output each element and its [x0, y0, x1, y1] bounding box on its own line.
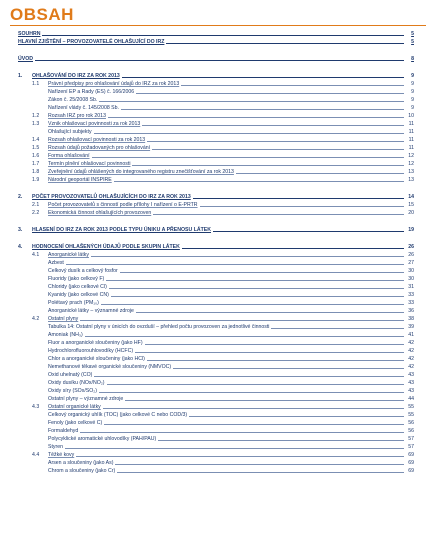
toc-entry[interactable] — [18, 347, 414, 355]
dot-leader — [136, 93, 404, 94]
dot-leader — [145, 344, 404, 345]
toc-entry-title: Fluor a anorganické sloučeniny (jako HF) — [48, 340, 143, 346]
toc-entry-title: HLASENÍ DO IRZ ZA ROK 2013 PODLE TYPU ÚNIKU A PŘENOSU LÁTEK — [32, 227, 211, 233]
toc-entry-page-number: 33 — [408, 300, 414, 306]
dot-leader — [111, 296, 404, 297]
dot-leader — [181, 85, 404, 86]
toc-entry-page-number: 41 — [408, 332, 414, 338]
toc-entry-title: Arsen a sloučeniny (jako As) — [48, 460, 114, 466]
toc-entry[interactable] — [18, 291, 414, 299]
toc-entry[interactable] — [18, 395, 414, 403]
toc-entry[interactable] — [18, 435, 414, 443]
toc-entry-number: 2. — [18, 194, 23, 200]
toc-entry-title: Chloridy (jako celkové Cl) — [48, 284, 107, 290]
toc-entry[interactable] — [18, 387, 414, 395]
toc-entry-title: Ostatní plyny — [48, 316, 79, 322]
toc-entry[interactable] — [18, 411, 414, 419]
toc-entry[interactable] — [18, 371, 414, 379]
dot-leader — [120, 272, 404, 273]
toc-entry-page-number: 42 — [408, 340, 414, 346]
toc-spacer — [18, 46, 414, 55]
dot-leader — [94, 376, 404, 377]
dot-leader — [107, 384, 405, 385]
toc-entry-title: Fluoridy (jako celkový F) — [48, 276, 105, 282]
toc-entry[interactable] — [18, 152, 414, 160]
toc-entry-page-number: 33 — [408, 292, 414, 298]
toc-entry-title: Kyanidy (jako celkové CN) — [48, 292, 109, 298]
dot-leader — [92, 157, 404, 158]
toc-entry-number: 4.3 — [32, 404, 40, 410]
toc-spacer — [18, 217, 414, 226]
toc-entry-page-number: 57 — [408, 436, 414, 442]
toc-entry-page-number: 56 — [408, 428, 414, 434]
toc-entry-title: Styren — [48, 444, 63, 450]
dot-leader — [121, 109, 404, 110]
toc-entry-title: Oxid uhelnatý (CO) — [48, 372, 93, 378]
toc-entry-title: Národní geoportál INSPIRE — [48, 177, 112, 183]
toc-entry-number: 2.2 — [32, 210, 40, 216]
dot-leader — [66, 264, 404, 265]
dot-leader — [213, 231, 404, 232]
toc-entry-page-number: 9 — [411, 73, 414, 79]
toc-entry-page-number: 12 — [408, 153, 414, 159]
toc-entry-title: Anorganické látky — [48, 252, 89, 258]
toc-entry-page-number: 69 — [408, 468, 414, 474]
toc-entry-title: Počet provozovatelů s činností podle přílohy I nařízení o E-PRTR — [48, 202, 198, 208]
dot-leader — [101, 304, 404, 305]
toc-entry-title: Těžké kovy — [48, 452, 75, 458]
toc-entry-title: SOUHRN — [18, 31, 41, 37]
dot-leader — [147, 360, 404, 361]
toc-entry-title: Tabulka 14: Ostatní plyny v únicích do ovzduší – přehled počtu provozoven za jednotlivé činnosti — [48, 324, 270, 330]
toc-entry-number: 1.8 — [32, 169, 40, 175]
toc-entry-page-number: 26 — [408, 244, 414, 250]
toc-entry-page-number: 5 — [411, 31, 414, 37]
dot-leader — [109, 288, 404, 289]
toc-entry[interactable] — [18, 443, 414, 451]
dot-leader — [104, 424, 404, 425]
dot-leader — [108, 117, 404, 118]
toc-entry-title: Hydrochlorofluorouhlovodíky (HCFC) — [48, 348, 134, 354]
toc-spacer — [18, 234, 414, 243]
dot-leader — [136, 312, 404, 313]
toc-entry-title: Rozsah IRZ pro rok 2013 — [48, 113, 106, 119]
toc-entry[interactable] — [18, 259, 414, 267]
dot-leader — [122, 77, 404, 78]
toc-entry[interactable] — [18, 193, 414, 201]
toc-entry-page-number: 30 — [408, 276, 414, 282]
toc-entry-title: Rozsah ohlašovací povinnosti za rok 2013 — [48, 137, 146, 143]
toc-entry-page-number: 20 — [408, 210, 414, 216]
toc-entry[interactable] — [18, 315, 414, 323]
toc-entry[interactable] — [18, 267, 414, 275]
toc-entry-page-number: 13 — [408, 177, 414, 183]
toc-entry[interactable] — [18, 363, 414, 371]
page-title: OBSAH — [10, 5, 74, 24]
dot-leader — [76, 456, 404, 457]
toc-entry-title: ÚVOD — [18, 56, 33, 62]
toc-entry-title: Chrom a sloučeniny (jako Cr) — [48, 468, 116, 474]
toc-entry-number: 1.2 — [32, 113, 40, 119]
toc-entry[interactable] — [18, 467, 414, 475]
toc-entry-number: 1.6 — [32, 153, 40, 159]
toc-entry-title: Nařízení vlády č. 145/2008 Sb. — [48, 105, 119, 111]
toc-entry-page-number: 69 — [408, 452, 414, 458]
toc-entry[interactable] — [18, 419, 414, 427]
dot-leader — [35, 60, 404, 61]
toc-entry[interactable] — [18, 251, 414, 259]
toc-entry-title: Právní předpisy pro ohlašování údajů do IRZ za rok 2013 — [48, 81, 180, 87]
toc-entry-title: Termín plnění ohlašovací povinnosti — [48, 161, 131, 167]
dot-leader — [193, 198, 404, 199]
dot-leader — [106, 280, 404, 281]
table-of-contents — [18, 30, 414, 475]
toc-entry[interactable] — [18, 72, 414, 80]
toc-entry-page-number: 56 — [408, 420, 414, 426]
toc-entry[interactable] — [18, 307, 414, 315]
toc-entry-number: 4. — [18, 244, 23, 250]
toc-entry-page-number: 11 — [408, 145, 414, 151]
toc-entry-page-number: 9 — [411, 89, 414, 95]
toc-entry-number: 1.9 — [32, 177, 40, 183]
toc-entry-number: 1.4 — [32, 137, 40, 143]
toc-entry-page-number: 15 — [408, 202, 414, 208]
dot-leader — [189, 416, 404, 417]
toc-entry[interactable] — [18, 201, 414, 209]
dot-leader — [125, 400, 404, 401]
toc-entry-title: Forma ohlašování — [48, 153, 90, 159]
dot-leader — [153, 214, 404, 215]
toc-entry-page-number: 55 — [408, 404, 414, 410]
dot-leader — [182, 248, 404, 249]
toc-entry-number: 2.1 — [32, 202, 40, 208]
dot-leader — [142, 125, 404, 126]
toc-entry[interactable] — [18, 226, 414, 234]
toc-entry-title: Celkový organický uhlík (TOC) (jako celkové C nebo COD/3) — [48, 412, 188, 418]
toc-entry-title: Rozsah údajů požadovaných pro ohlašování — [48, 145, 151, 151]
toc-entry[interactable] — [18, 331, 414, 339]
toc-entry[interactable] — [18, 80, 414, 88]
toc-entry[interactable] — [18, 120, 414, 128]
toc-entry-page-number: 39 — [408, 324, 414, 330]
toc-entry-page-number: 42 — [408, 356, 414, 362]
toc-entry[interactable] — [18, 136, 414, 144]
dot-leader — [80, 320, 404, 321]
dot-leader — [147, 141, 404, 142]
dot-leader — [114, 181, 404, 182]
toc-entry[interactable] — [18, 104, 414, 112]
dot-leader — [200, 206, 404, 207]
toc-entry[interactable] — [18, 403, 414, 411]
dot-leader — [132, 165, 404, 166]
toc-entry-page-number: 27 — [408, 260, 414, 266]
toc-spacer — [18, 184, 414, 193]
toc-entry-page-number: 55 — [408, 412, 414, 418]
toc-entry-page-number: 42 — [408, 348, 414, 354]
toc-entry-number: 1.1 — [32, 81, 40, 87]
toc-entry-title: POČET PROVOZOVATELŮ OHLAŠUJÍCÍCH DO IRZ ZA ROK 2013 — [32, 194, 191, 200]
toc-entry[interactable] — [18, 209, 414, 217]
toc-entry-title: OHLAŠOVÁNÍ DO IRZ ZA ROK 2013 — [32, 73, 120, 79]
toc-entry[interactable] — [18, 38, 414, 46]
toc-entry-title: HLAVNÍ ZJIŠTĚNÍ – PROVOZOVATELÉ OHLAŠUJÍCÍ DO IRZ — [18, 39, 165, 45]
toc-entry-title: Fenoly (jako celkové C) — [48, 420, 103, 426]
dot-leader — [271, 328, 404, 329]
dot-leader — [65, 448, 404, 449]
toc-entry[interactable] — [18, 379, 414, 387]
toc-entry[interactable] — [18, 168, 414, 176]
toc-entry[interactable] — [18, 355, 414, 363]
toc-entry-number: 1.3 — [32, 121, 40, 127]
toc-entry[interactable] — [18, 112, 414, 120]
toc-entry[interactable] — [18, 88, 414, 96]
toc-entry[interactable] — [18, 128, 414, 136]
dot-leader — [85, 336, 404, 337]
toc-entry-page-number: 14 — [408, 194, 414, 200]
toc-entry-page-number: 9 — [411, 105, 414, 111]
toc-spacer — [18, 63, 414, 72]
toc-entry-number: 4.1 — [32, 252, 40, 258]
toc-entry-title: HODNOCENÍ OHLAŠENÝCH ÚDAJŮ PODLE SKUPIN LÁTEK — [32, 244, 180, 250]
toc-entry-title: Nařízení EP a Rady (ES) č. 166/2006 — [48, 89, 135, 95]
toc-entry-title: Polycyklické aromatické uhlovodíky (PAH/PAU) — [48, 436, 157, 442]
toc-entry[interactable] — [18, 55, 414, 63]
toc-entry-title: Vznik ohlašovací povinnosti za rok 2013 — [48, 121, 141, 127]
toc-entry-title: Ostatní plyny – významné zdroje — [48, 396, 124, 402]
toc-entry-page-number: 9 — [411, 97, 414, 103]
dot-leader — [135, 352, 404, 353]
dot-leader — [166, 43, 404, 44]
dot-leader — [152, 149, 404, 150]
toc-entry-title: Anorganické látky – významné zdroje — [48, 308, 134, 314]
toc-entry[interactable] — [18, 427, 414, 435]
toc-entry-number: 4.2 — [32, 316, 40, 322]
toc-entry[interactable] — [18, 275, 414, 283]
toc-entry-number: 1.5 — [32, 145, 40, 151]
dot-leader — [99, 392, 404, 393]
toc-entry-title: Oxidy síry (SOx/SO₂) — [48, 388, 97, 394]
toc-entry[interactable] — [18, 323, 414, 331]
toc-entry-title: Zveřejnění údajů ohlášených do integrovaného registru znečišťování za rok 2013 — [48, 169, 234, 175]
dot-leader — [236, 173, 404, 174]
toc-entry-title: Amoniak (NH₃) — [48, 332, 83, 338]
toc-entry-title: Ohlašující subjekty — [48, 129, 92, 135]
toc-entry-title: Chlor a anorganické sloučeniny (jako HCl) — [48, 356, 145, 362]
toc-entry-page-number: 11 — [408, 121, 414, 127]
toc-entry-page-number: 19 — [408, 227, 414, 233]
toc-entry-page-number: 26 — [408, 252, 414, 258]
toc-entry[interactable] — [18, 176, 414, 184]
toc-entry-page-number: 30 — [408, 268, 414, 274]
dot-leader — [80, 432, 404, 433]
toc-entry-title: Celkový dusík a celkový fosfor — [48, 268, 118, 274]
toc-entry-title: Azbest — [48, 260, 64, 266]
dot-leader — [173, 368, 404, 369]
toc-entry[interactable] — [18, 451, 414, 459]
dot-leader — [42, 35, 404, 36]
toc-entry-page-number: 42 — [408, 364, 414, 370]
dot-leader — [115, 464, 404, 465]
toc-entry-page-number: 5 — [411, 39, 414, 45]
toc-entry-page-number: 13 — [408, 169, 414, 175]
toc-entry[interactable] — [18, 283, 414, 291]
toc-entry-page-number: 57 — [408, 444, 414, 450]
dot-leader — [158, 440, 404, 441]
toc-entry[interactable] — [18, 243, 414, 251]
toc-entry-title: Ostatní organické látky — [48, 404, 101, 410]
toc-entry-page-number: 10 — [408, 113, 414, 119]
dot-leader — [91, 256, 404, 257]
toc-entry[interactable] — [18, 459, 414, 467]
toc-entry-title: Oxidy dusíku (NOx/NO₂) — [48, 380, 105, 386]
toc-entry-page-number: 11 — [408, 137, 414, 143]
toc-entry[interactable] — [18, 339, 414, 347]
toc-entry-page-number: 12 — [408, 161, 414, 167]
toc-entry-page-number: 43 — [408, 388, 414, 394]
toc-entry-page-number: 9 — [411, 81, 414, 87]
dot-leader — [99, 101, 404, 102]
toc-entry-title: Ekonomická činnost ohlašujících provozoven — [48, 210, 152, 216]
toc-entry[interactable] — [18, 144, 414, 152]
toc-entry[interactable] — [18, 30, 414, 38]
toc-entry-page-number: 11 — [408, 129, 414, 135]
toc-entry-title: Nemethanové těkavé organické sloučeniny (NMVOC) — [48, 364, 172, 370]
toc-entry-number: 3. — [18, 227, 23, 233]
title-rule — [10, 25, 426, 26]
toc-entry-page-number: 43 — [408, 372, 414, 378]
toc-entry[interactable] — [18, 299, 414, 307]
toc-entry-number: 4.4 — [32, 452, 40, 458]
toc-entry[interactable] — [18, 160, 414, 168]
dot-leader — [94, 133, 404, 134]
toc-entry-title: Formaldehyd — [48, 428, 79, 434]
toc-entry-number: 1. — [18, 73, 23, 79]
toc-entry-page-number: 43 — [408, 380, 414, 386]
toc-entry-page-number: 69 — [408, 460, 414, 466]
dot-leader — [117, 472, 404, 473]
toc-entry-page-number: 8 — [411, 56, 414, 62]
dot-leader — [103, 408, 404, 409]
toc-entry[interactable] — [18, 96, 414, 104]
toc-entry-page-number: 36 — [408, 308, 414, 314]
toc-entry-title: Polétavý prach (PM₁₀) — [48, 300, 99, 306]
toc-entry-number: 1.7 — [32, 161, 40, 167]
toc-entry-page-number: 31 — [408, 284, 414, 290]
toc-entry-page-number: 44 — [408, 396, 414, 402]
toc-entry-title: Zákon č. 25/2008 Sb. — [48, 97, 98, 103]
toc-entry-page-number: 38 — [408, 316, 414, 322]
